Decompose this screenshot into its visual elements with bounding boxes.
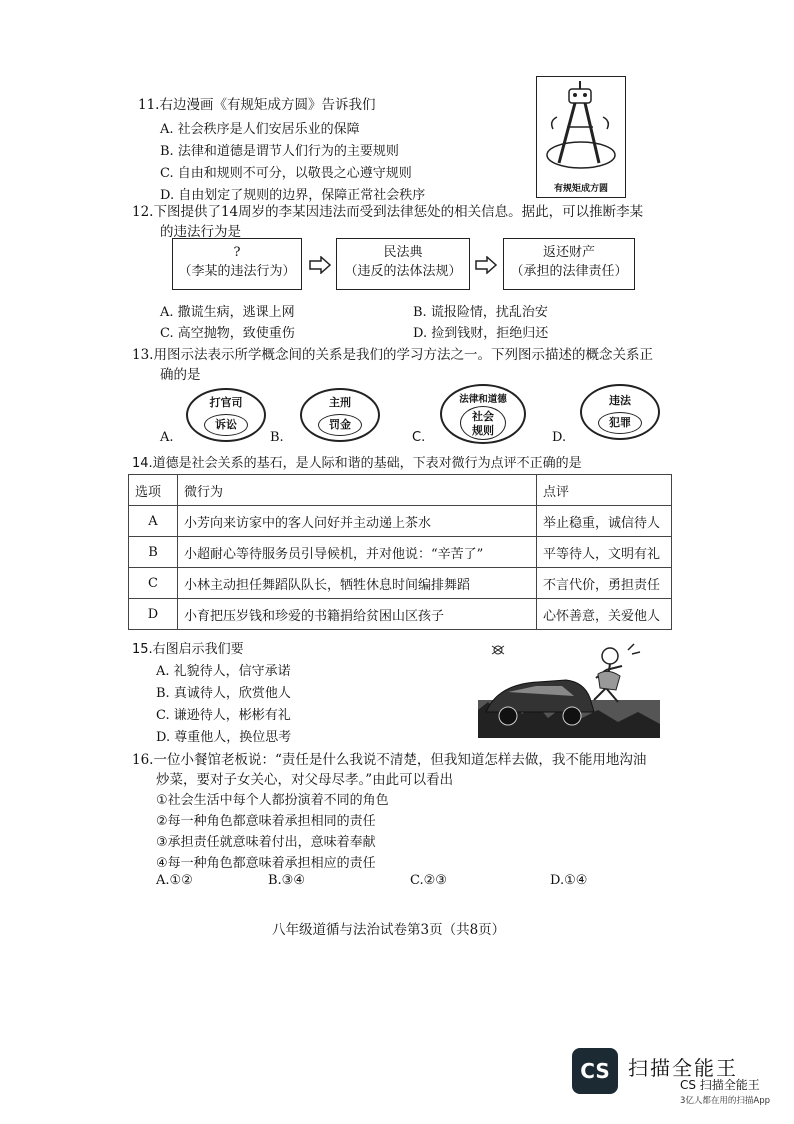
q16-statement-4: ④每一种角色都意味着承担相应的责任 bbox=[156, 856, 376, 871]
table-row bbox=[129, 568, 672, 599]
row-behavior: 小林主动担任舞蹈队队长，牺牲休息时间编排舞蹈 bbox=[178, 568, 537, 599]
diagram-c-letter: C. bbox=[412, 430, 426, 445]
compass-cartoon-icon bbox=[537, 77, 624, 177]
flow-box-law-line2: （违反的法体法规） bbox=[344, 264, 462, 279]
q16-option-a: A.①② bbox=[156, 873, 193, 888]
q12-option-d: D. 捡到钱财，拒绝归还 bbox=[413, 326, 549, 341]
q12-option-c: C. 高空抛物，致使重伤 bbox=[160, 326, 295, 341]
header-behavior: 微行为 bbox=[178, 475, 537, 506]
diagram-b-inner: 罚金 bbox=[318, 414, 362, 436]
table-header-row bbox=[129, 475, 672, 506]
diagram-d-letter: D. bbox=[552, 430, 567, 445]
q16-statement-1: ①社会生活中每个人都扮演着不同的角色 bbox=[156, 793, 389, 808]
header-comment: 点评 bbox=[537, 475, 672, 506]
q16-option-c: C.②③ bbox=[410, 873, 447, 888]
flow-arrow-2-icon bbox=[475, 256, 497, 274]
q15-option-b: B. 真诚待人，欣赏他人 bbox=[156, 686, 291, 701]
q16-stem-line2: 炒菜，要对子女关心，对父母尽孝。”由此可以看出 bbox=[156, 772, 454, 788]
diagram-c-outer-label: 法律和道德 bbox=[459, 394, 507, 405]
q16-option-d: D.①④ bbox=[550, 873, 588, 888]
q13-stem-line2: 确的是 bbox=[160, 367, 201, 383]
row-option: C bbox=[129, 568, 178, 599]
flow-box-liability-line1: 返还财产 bbox=[542, 245, 595, 260]
watermark-app-name: 扫描全能王 bbox=[628, 1056, 738, 1080]
flow-box-liability-line2: （承担的法律责任） bbox=[510, 264, 628, 279]
q15-option-d: D. 尊重他人，换位思考 bbox=[156, 730, 292, 745]
diagram-b-outer-label: 主刑 bbox=[329, 396, 351, 409]
row-behavior: 小芳向来访家中的客人问好并主动递上茶水 bbox=[178, 506, 537, 537]
header-option: 选项 bbox=[129, 475, 178, 506]
table-row bbox=[129, 599, 672, 630]
q11-option-c: C. 自由和规则不可分，以敬畏之心遵守规则 bbox=[160, 166, 412, 181]
q11-option-d: D. 自由划定了规则的边界，保障正常社会秩序 bbox=[160, 188, 426, 203]
flow-box-violation-line2: （李某的违法行为） bbox=[178, 264, 296, 279]
watermark-tagline: 3亿人都在用的扫描App bbox=[680, 1096, 771, 1106]
diagram-a-letter: A. bbox=[160, 430, 174, 445]
row-behavior: 小超耐心等待服务员引导候机，并对他说：“辛苦了” bbox=[178, 537, 537, 568]
row-option: A bbox=[129, 506, 178, 537]
q15-option-a: A. 礼貌待人，信守承诺 bbox=[156, 664, 291, 679]
row-comment: 不言代价，勇担责任 bbox=[537, 568, 672, 599]
q13-stem-line1: 13.用图示法表示所学概念间的关系是我们的学习方法之一。下列图示描述的概念关系正 bbox=[132, 347, 653, 363]
q11-option-b: B. 法律和道德是谓节人们行为的主要规则 bbox=[160, 144, 399, 159]
row-option: D bbox=[129, 599, 178, 630]
row-comment: 心怀善意，关爱他人 bbox=[537, 599, 672, 630]
diagram-d-inner: 犯罪 bbox=[598, 412, 642, 434]
q12-stem-line1: 12.下图提供了14周岁的李某因违法而受到法律惩处的相关信息。据此，可以推断李某 bbox=[132, 204, 644, 220]
q14-table bbox=[128, 474, 672, 630]
table-row bbox=[129, 506, 672, 537]
diagram-d-outer-label: 违法 bbox=[609, 394, 631, 407]
q11-cartoon bbox=[536, 76, 626, 198]
camscanner-logo: CS bbox=[572, 1048, 618, 1094]
row-option: B bbox=[129, 537, 178, 568]
diagram-c-inner bbox=[460, 406, 506, 440]
watermark-sub-name: CS 扫描全能王 bbox=[680, 1078, 760, 1092]
q12-stem-line2: 的违法行为是 bbox=[160, 224, 241, 240]
flow-box-law-line1: 民法典 bbox=[383, 245, 423, 260]
q16-statement-3: ③承担责任就意味着付出，意味着奉献 bbox=[156, 835, 376, 850]
table-row bbox=[129, 537, 672, 568]
q15-stem: 15.右图启示我们要 bbox=[132, 642, 244, 657]
q15-option-c: C. 谦逊待人，彬彬有礼 bbox=[156, 708, 291, 723]
diagram-a-inner: 诉讼 bbox=[204, 414, 248, 436]
flow-box-violation-line1: ? bbox=[233, 245, 241, 260]
q11-stem: 11.右边漫画《有规矩成方圆》告诉我们 bbox=[138, 97, 376, 113]
row-behavior: 小育把压岁钱和珍爱的书籍捐给贫困山区孩子 bbox=[178, 599, 537, 630]
row-comment: 举止稳重，诚信待人 bbox=[537, 506, 672, 537]
flow-box-liability bbox=[503, 238, 635, 290]
q14-stem: 14.道德是社会关系的基石，是人际和谐的基础，下表对微行为点评不正确的是 bbox=[132, 456, 582, 471]
diagram-b-letter: B. bbox=[270, 430, 284, 445]
diagram-a-outer-label: 打官司 bbox=[209, 396, 243, 409]
diagram-c-inner-line1: 社会 bbox=[472, 410, 494, 423]
q16-statement-2: ②每一种角色都意味着承担相同的责任 bbox=[156, 814, 376, 829]
q16-option-b: B.③④ bbox=[268, 873, 305, 888]
page-footer: 八年级道循与法治试卷第3页（共8页） bbox=[272, 922, 506, 938]
row-comment: 平等待人，文明有礼 bbox=[537, 537, 672, 568]
flow-arrow-1-icon bbox=[309, 256, 331, 274]
q11-option-a: A. 社会秩序是人们安居乐业的保障 bbox=[160, 122, 360, 137]
flow-box-law bbox=[336, 238, 470, 290]
flow-box-violation bbox=[172, 238, 302, 290]
q12-option-b: B. 谎报险情，扰乱治安 bbox=[413, 305, 548, 320]
diagram-c-inner-line2: 规则 bbox=[472, 424, 494, 437]
q16-stem-line1: 16.一位小餐馆老板说：“责任是什么我说不清楚，但我知道怎样去做，我不能用地沟油 bbox=[132, 752, 647, 768]
car-splash-cartoon-icon bbox=[478, 640, 660, 738]
q12-option-a: A. 撒谎生病，逃课上网 bbox=[160, 305, 295, 320]
cartoon-caption: 有规矩成方圆 bbox=[553, 184, 608, 194]
